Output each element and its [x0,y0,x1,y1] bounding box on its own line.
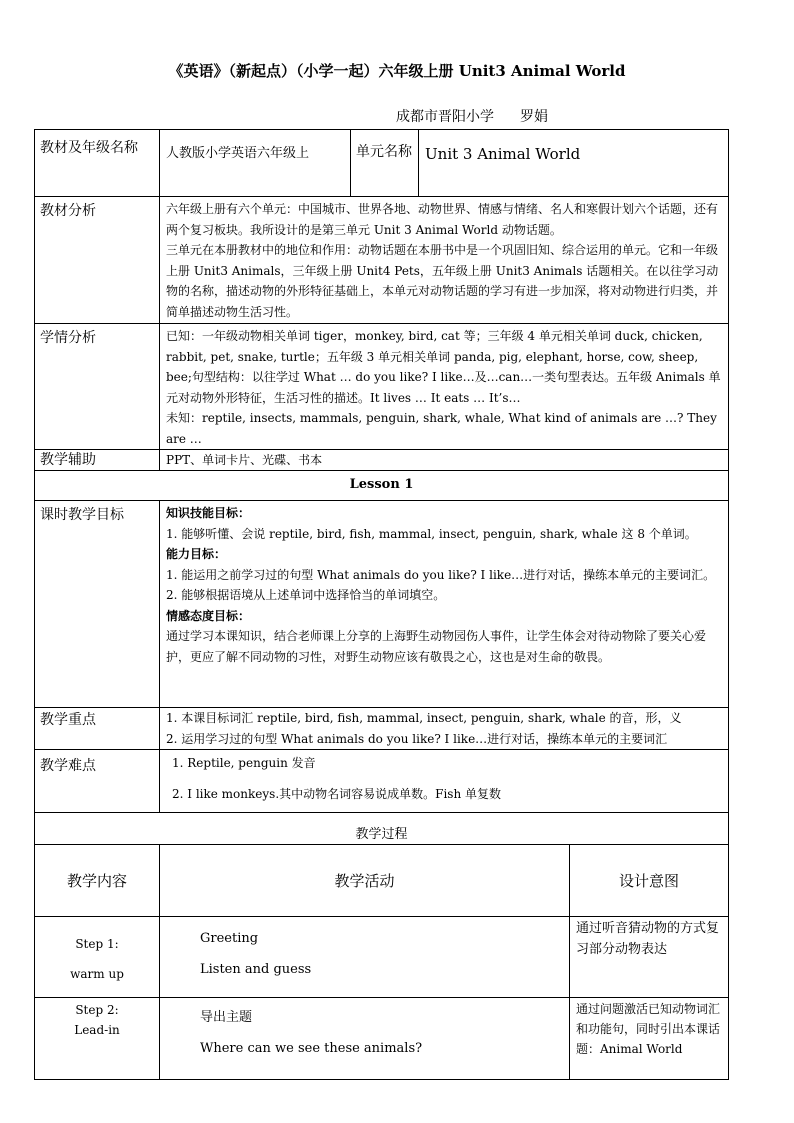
row-process-header [35,845,729,917]
step-label: Step 1: [75,937,119,951]
label-learners: 学情分析 [35,324,160,450]
goal-attitude-text: 通过学习本课知识，结合老师课上分享的上海野生动物园伤人事件，让学生体会对待动物除了要关心爱护，更应了解不同动物的习性，对野生动物应该有敬畏之心，这也是对生命的敬畏。 [166,629,707,664]
step-cell [35,917,160,998]
document-title: 《英语》（新起点）（小学一起）六年级上册 Unit3 Animal World [168,62,626,80]
learners-known: 已知：一年级动物相关单词 tiger，monkey, bird, cat 等；三年级 4 单元相关单词 duck, chicken, rabbit, pet, snake, turtle；五年级 3 单元相关单词 panda, pig, elephant, horse, cow, sheep, bee;句型结构：以往学过 What … do you like? I like…及…can…一类句型表达。五年级 Animals 单元对动物外形特征，生活习性的描述。It lives … It eats … It’s… [166,329,721,405]
author-line [0,106,794,126]
goal-attitude-heading: 情感态度目标： [166,608,251,623]
col-header-content: 教学内容 [35,845,160,917]
row-goals [35,501,729,708]
goals-value [160,501,729,708]
label-analysis: 教材分析 [35,197,160,324]
lesson-plan-table [34,129,729,1080]
label-aids: 教学辅助 [35,450,160,471]
label-textbook: 教材及年级名称 [35,130,160,197]
activity-item: Where can we see these animals? [200,1041,423,1056]
difficult-point-item: 1. Reptile, penguin 发音 [172,756,316,770]
table-row [35,917,729,998]
step-activities [160,998,570,1080]
activity-item: Listen and guess [200,962,312,977]
col-header-intent: 设计意图 [570,845,729,917]
step-label: Step 2: [75,1003,119,1017]
teacher-name: 罗娟 [520,109,548,125]
step-name: Lead-in [74,1023,120,1037]
step-intent: 通过听音猜动物的方式复习部分动物表达 [570,917,729,998]
row-analysis [35,197,729,324]
analysis-value [160,197,729,324]
analysis-paragraph: 六年级上册有六个单元：中国城市、世界各地、动物世界、情感与情绪、名人和寒假计划六个话题，还有两个复习板块。我所设计的是第三单元 Unit 3 Animal World 动物话题。 [166,202,719,237]
step-activities [160,917,570,998]
table-row [35,998,729,1080]
row-textbook [35,130,729,197]
row-aids [35,450,729,471]
goal-ability-item: 2. 能够根据语境从上述单词中选择恰当的单词填空。 [166,588,446,602]
process-title: 教学过程 [35,813,729,845]
goal-knowledge-item: 1. 能够听懂、会说 reptile, bird, fish, mammal, insect, penguin, shark, whale 这 8 个单词。 [166,526,697,541]
row-process-title [35,813,729,845]
step-cell [35,998,160,1080]
row-difficult-points [35,750,729,813]
learners-value [160,324,729,450]
goal-knowledge-heading: 知识技能目标： [166,506,251,520]
label-key-points: 教学重点 [35,708,160,750]
col-header-activity: 教学活动 [160,845,570,917]
textbook-value: 人教版小学英语六年级上 [160,130,351,197]
activity-item: 导出主题 [200,1010,253,1025]
label-unit: 单元名称 [351,130,419,197]
aids-value: PPT、单词卡片、光碟、书本 [160,450,729,471]
difficult-points-value [160,750,729,813]
key-points-value [160,708,729,750]
label-goals: 课时教学目标 [35,501,160,708]
analysis-paragraph: 三单元在本册教材中的地位和作用：动物话题在本册书中是一个巩固旧知、综合运用的单元。它和一年级上册 Unit3 Animals，三年级上册 Unit4 Pets，五年级上册 Unit3 Animals 话题相关。在以往学习动物的名称，描述动物的外形特征基础上，本单元对动物话题的学习有进一步加深，将对动物进行归类，并简单描述动物生活习性。 [166,243,719,319]
step-name: warm up [70,967,124,981]
label-difficult-points: 教学难点 [35,750,160,813]
key-point-item: 1. 本课目标词汇 reptile, bird, fish, mammal, insect, penguin, shark, whale 的音，形，义 [166,711,682,725]
unit-value: Unit 3 Animal World [419,130,729,197]
learners-unknown: 未知：reptile, insects, mammals, penguin, shark, whale, What kind of animals are …? They are … [166,411,717,446]
row-key-points [35,708,729,750]
activity-item: Greeting [200,931,259,946]
goal-ability-item: 1. 能运用之前学习过的句型 What animals do you like? I like…进行对话，操练本单元的主要词汇。 [166,567,716,582]
row-lesson-title [35,471,729,501]
goal-ability-heading: 能力目标： [166,547,227,561]
school-name: 成都市晋阳小学 [396,109,494,125]
difficult-point-item: 2. I like monkeys.其中动物名词容易说成单数。Fish 单复数 [172,787,502,801]
row-learners [35,324,729,450]
lesson-title: Lesson 1 [35,471,729,501]
step-intent: 通过问题激活已知动物词汇和功能句，同时引出本课话题：Animal World [570,998,729,1080]
key-point-item: 2. 运用学习过的句型 What animals do you like? I like…进行对话，操练本单元的主要词汇 [166,731,668,746]
